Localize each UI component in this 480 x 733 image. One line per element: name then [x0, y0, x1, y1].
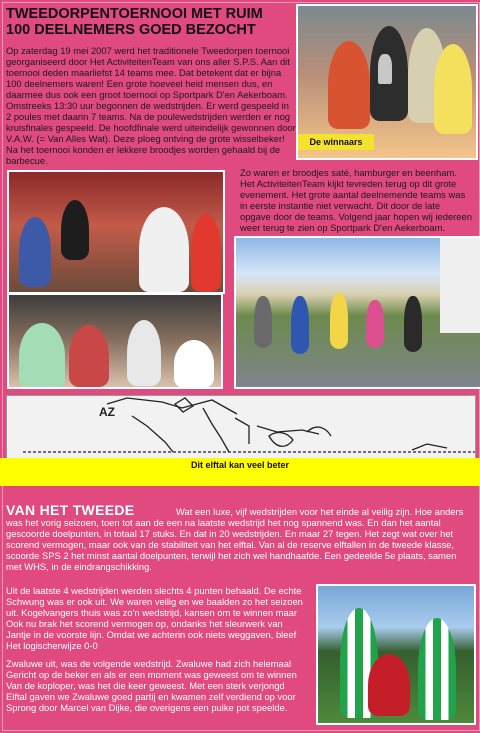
article-paragraph-2: Zo waren er broodjes saté, hamburger en beenham. Het ActiviteitenTeam kijkt tevreden terug op dit grote evenement. Het grote aantal deelnemende teams was in eerste instantie niet verwacht. Dit door de late opgave door de teams. Volgend jaar hopen wij iedereen weer terug te zien op Sportpark D'en Aekerboam.: [240, 167, 472, 233]
article-paragraph-1: Op zaterdag 19 mei 2007 werd het traditionele Tweedorpen toernooi georganiseerd door Het ActiviteitenTeam van ons aller S.P.S. Aan dit toernooi deden maarliefst 14 teams mee. Dat betekent dat er bijna 100 deelnemers waren! Een grote hoeveel heid mensen dus, en daarmee dus ook een groot toernooi op Sportpark D'en Aekerboam. Omstreeks 13:30 uur begonnen de wedstrijden. Er werd gespeeld in 2 poules met daarin 7 teams. Na de poulewedstrijden werden er nog kruisfinales gespeeld. De hoofdfinale werd uiteindelijk gewonnen door V.A.W. (= Van Alles Wat). Deze ploeg ontving de grote wisselbeker! Na het toernooi konden er lekkere broodjes worden gehaald bij de barbecue.: [6, 45, 296, 166]
winners-caption: De winnaars: [298, 134, 374, 150]
section-paragraph-1: [6, 506, 474, 572]
article-title-line-2: 100 DEELNEMERS GOED BEZOCHT: [6, 22, 256, 38]
sketch-label: AZ: [99, 405, 115, 419]
article-title-line-1: TWEEDORPENTOERNOOI MET RUIM: [6, 6, 263, 22]
crowd-photo: [234, 236, 480, 389]
article-title: [6, 6, 296, 38]
cartoon-sketch: [6, 395, 476, 460]
section-title: VAN HET TWEEDE: [6, 502, 135, 518]
section-paragraph-3: Zwaluwe uit, was de volgende wedstrijd. Zwaluwe had zich helemaal Gericht op de beker en als er een moment was geweest om te winnen Van de koploper, was het die keer geweest. Met een sterk verjongd Elftal gaven we Zwaluwe goed partij en kwamen zelf verdiend op voor Sprong door Marcel van Dijke, die overigens een puike pot speelde.: [6, 658, 297, 713]
section-paragraph-1-text: Wat een luxe, vijf wedstrijden voor het einde al veilig zijn. Hoe anders was het vorig seizoen, toen tot aan de een na laatste wedstrijd het nog spannend was. En dan het aantal gescoorde doelpunten, in totaal 17 stuks. En dat in 20 wedstrijden. En maar 27 tegen. Het zegt wat over het scorend vermogen, maar ook van de stabiliteit van het elftal. Van al de reserve elftallen in de tweede klasse, scoorde SPS 2 het minst aantal doelpunten, terwijl het zich wel handhaafde. Een gedeelde 5e plaats, samen met WHS, in de eindrangschikking.: [6, 506, 464, 572]
trophy-icon: [378, 54, 392, 84]
barbecue-photo: [7, 170, 225, 294]
section-paragraph-2: Uit de laatste 4 wedstrijden werden slechts 4 punten behaald. De echte Schwung was er ook uit. We waren veilig en we baalden zo het seizoen uit. Kogelvangers thuis was zo'n wedstrijd, kansen om te winnen maar Ook nu brak het scorend vermogen op, ondanks het sleurwerk van Jantje in de voorste lijn. Omdat we achterin ook niets weggaven, bleef Het logischerwijze 0-0: [6, 585, 303, 651]
cartoon-caption: Dit elftal kan veel beter: [190, 460, 290, 470]
match-photo: [316, 584, 476, 725]
tables-photo: [7, 293, 223, 389]
